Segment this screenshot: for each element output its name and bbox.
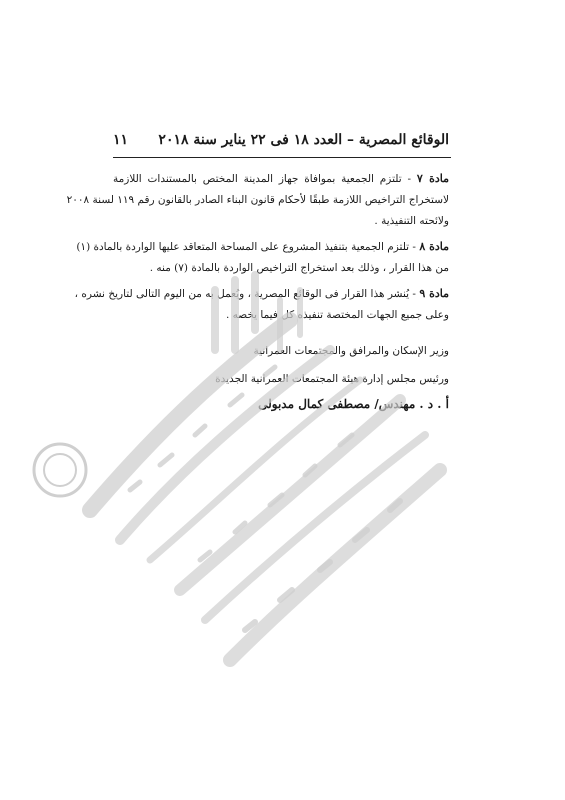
decree-body: [66, 168, 449, 326]
article-7-line-3: ولائحته التنفيذية .: [374, 215, 449, 227]
page-header: [113, 132, 449, 158]
gazette-title: الوقائع المصرية – العدد ١٨ فى ٢٢ يناير سنة ٢٠١٨: [158, 132, 449, 148]
article-7-line-2: لاستخراج التراخيص اللازمة طبقًا لأحكام قانون البناء الصادر بالقانون رقم ١١٩ لسنة ٢٠٠٨: [66, 194, 449, 206]
article-9-label: مادة ٩: [419, 287, 449, 300]
article-9: [74, 283, 449, 326]
article-7-label: مادة ٧: [416, 172, 449, 185]
article-8-line-1: مادة ٨ - تلتزم الجمعية بتنفيذ المشروع على المساحة المتعاقد عليها الواردة بالمادة (١): [76, 240, 449, 253]
article-7-line-1: مادة ٧ - تلتزم الجمعية بموافاة جهاز المدينة المختص بالمستندات اللازمة: [113, 172, 449, 185]
page-number: ١١: [113, 132, 129, 148]
authority-chair-title: ورئيس مجلس إدارة هيئة المجتمعات العمرانية الجديدة: [215, 373, 449, 385]
article-9-line-2: وعلى جميع الجهات المختصة تنفيذه كل فيما يخصه .: [225, 309, 449, 321]
article-8-label: مادة ٨: [419, 240, 449, 253]
article-8-line-2: من هذا القرار ، وذلك بعد استخراج التراخيص الواردة بالمادة (٧) منه .: [149, 262, 449, 274]
signatory-name: أ . د . مهندس/ مصطفى كمال مدبولى: [258, 397, 449, 411]
article-7: [66, 168, 449, 232]
minister-title: وزير الإسكان والمرافق والمجتمعات العمرانية: [253, 345, 449, 357]
article-9-line-1: مادة ٩ - يُنشر هذا القرار فى الوقائع المصرية ، ويُعمل به من اليوم التالى لتاريخ نشره ،: [74, 287, 449, 300]
header-divider: [113, 157, 451, 158]
article-8: [76, 236, 449, 279]
watermark-seal-icon: [34, 444, 86, 496]
